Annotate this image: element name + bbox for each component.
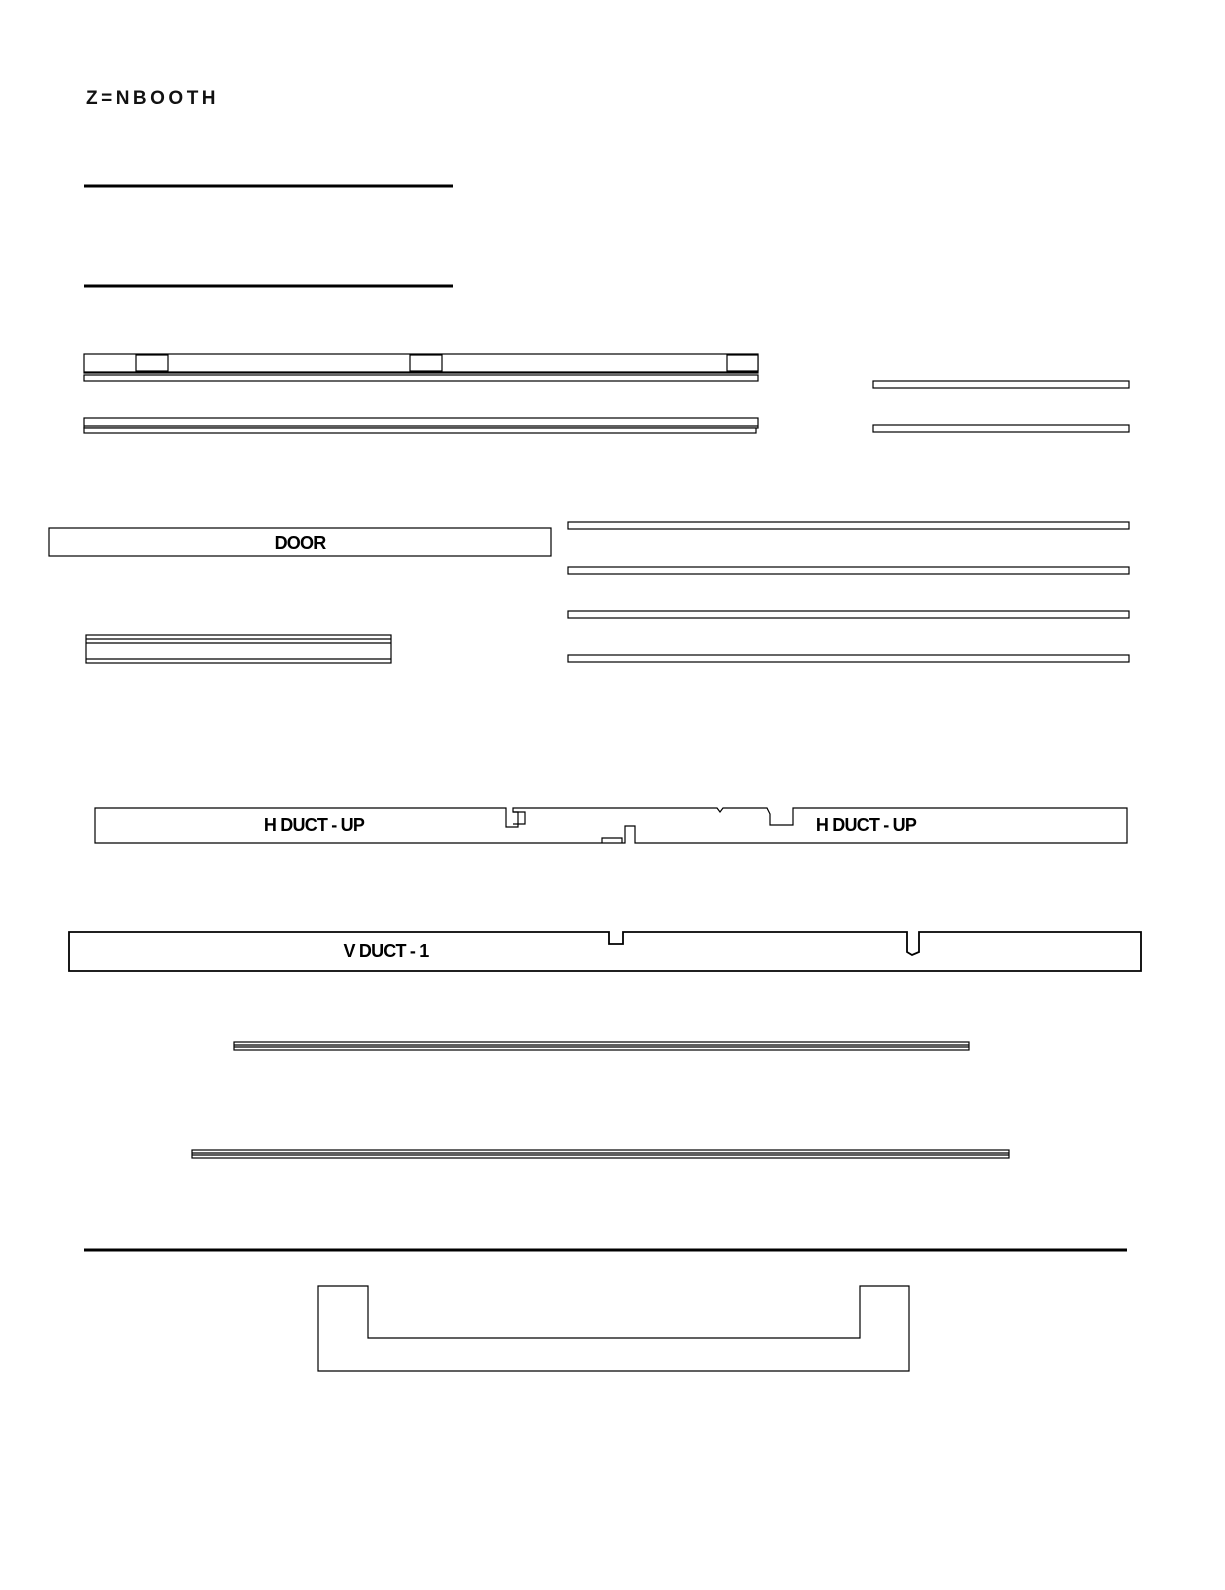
door-panel bbox=[49, 528, 551, 556]
thin-strip-upper bbox=[234, 1042, 969, 1050]
h-duct-right-label: H DUCT - UP bbox=[815, 815, 917, 835]
right-long-strip bbox=[568, 522, 1129, 529]
thin-strip-lower bbox=[192, 1150, 1009, 1158]
zenbooth-logo: Z=NBOOTH bbox=[86, 88, 220, 109]
strip-tab bbox=[410, 355, 442, 371]
right-long-strip bbox=[568, 567, 1129, 574]
door-label: DOOR bbox=[274, 533, 326, 553]
right-short-strip bbox=[873, 381, 1129, 388]
right-long-strip bbox=[568, 611, 1129, 618]
h-duct-up-panel bbox=[95, 808, 1127, 843]
right-long-strip bbox=[568, 655, 1129, 662]
u-shaped-bracket bbox=[318, 1286, 909, 1371]
strip-tab bbox=[136, 355, 168, 371]
v-duct-label: V DUCT - 1 bbox=[343, 941, 429, 961]
top-strip-with-tabs bbox=[84, 354, 758, 381]
door-bottom-strip bbox=[86, 635, 391, 663]
strip-tab bbox=[727, 355, 758, 371]
right-short-strip bbox=[873, 425, 1129, 432]
v-duct-1-panel bbox=[69, 932, 1141, 971]
second-long-strip bbox=[84, 418, 758, 433]
h-duct-left-label: H DUCT - UP bbox=[263, 815, 365, 835]
